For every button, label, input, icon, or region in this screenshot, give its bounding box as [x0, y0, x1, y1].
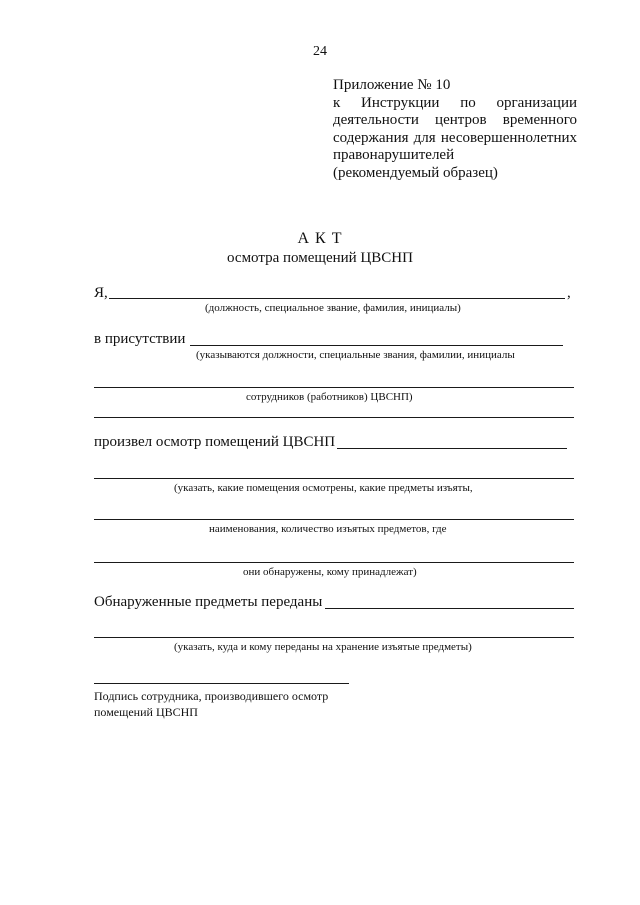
appendix-header	[333, 77, 577, 182]
signature-line[interactable]	[94, 683, 349, 684]
staff-caption: сотрудников (работников) ЦВСНП)	[246, 391, 413, 403]
staff-extra-line[interactable]	[94, 417, 574, 418]
inspection-fill-line[interactable]	[337, 448, 567, 449]
presence-caption: (указываются должности, специальные звания, фамилии, инициалы	[196, 349, 515, 361]
inspection-line-1[interactable]	[94, 478, 574, 479]
appendix-line-6: (рекомендуемый образец)	[333, 164, 498, 181]
appendix-line-1: Приложение № 10	[333, 77, 451, 93]
appendix-word: содержания	[333, 129, 409, 146]
presence-label: в присутствии	[94, 331, 186, 347]
inspection-caption-2: наименования, количество изъятых предметов, где	[209, 523, 447, 535]
transfer-line-2[interactable]	[94, 637, 574, 638]
appendix-word: деятельности	[333, 112, 419, 128]
inspection-label: произвел осмотр помещений ЦВСНП	[94, 434, 336, 450]
appendix-word: центров	[435, 112, 487, 128]
appendix-line-3	[333, 112, 577, 130]
page-number: 24	[313, 44, 327, 59]
appendix-line-5: правонарушителей	[333, 147, 455, 163]
appendix-word: временного	[502, 112, 577, 128]
signature-caption-line-1: Подпись сотрудника, производившего осмотр	[94, 689, 329, 703]
appendix-word: для	[413, 129, 436, 146]
signature-caption	[94, 688, 328, 720]
act-title: А К Т	[297, 230, 343, 247]
transfer-fill-line[interactable]	[325, 608, 574, 609]
presence-extra-line[interactable]	[94, 387, 574, 388]
appendix-word: Инструкции	[361, 94, 440, 111]
signature-caption-line-2: помещений ЦВСНП	[94, 705, 198, 719]
appendix-word: несовершеннолетних	[440, 129, 577, 146]
inspection-line-2[interactable]	[94, 519, 574, 520]
act-subtitle: осмотра помещений ЦВСНП	[227, 250, 413, 266]
i-comma: ,	[567, 285, 571, 301]
appendix-word: к	[333, 94, 341, 111]
appendix-line-2	[333, 95, 577, 113]
i-fill-line[interactable]	[109, 298, 565, 299]
i-caption: (должность, специальное звание, фамилия, инициалы)	[205, 302, 461, 314]
appendix-word: по	[460, 94, 476, 111]
transfer-caption: (указать, куда и кому переданы на хранение изъятые предметы)	[174, 641, 472, 653]
inspection-line-3[interactable]	[94, 562, 574, 563]
appendix-line-4	[333, 130, 577, 148]
i-label: Я,	[94, 285, 108, 301]
inspection-caption-3: они обнаружены, кому принадлежат)	[243, 566, 417, 578]
presence-fill-line[interactable]	[190, 345, 563, 346]
transfer-label: Обнаруженные предметы переданы	[94, 594, 323, 610]
appendix-word: организации	[496, 94, 577, 111]
inspection-caption-1: (указать, какие помещения осмотрены, какие предметы изъяты,	[174, 482, 473, 494]
